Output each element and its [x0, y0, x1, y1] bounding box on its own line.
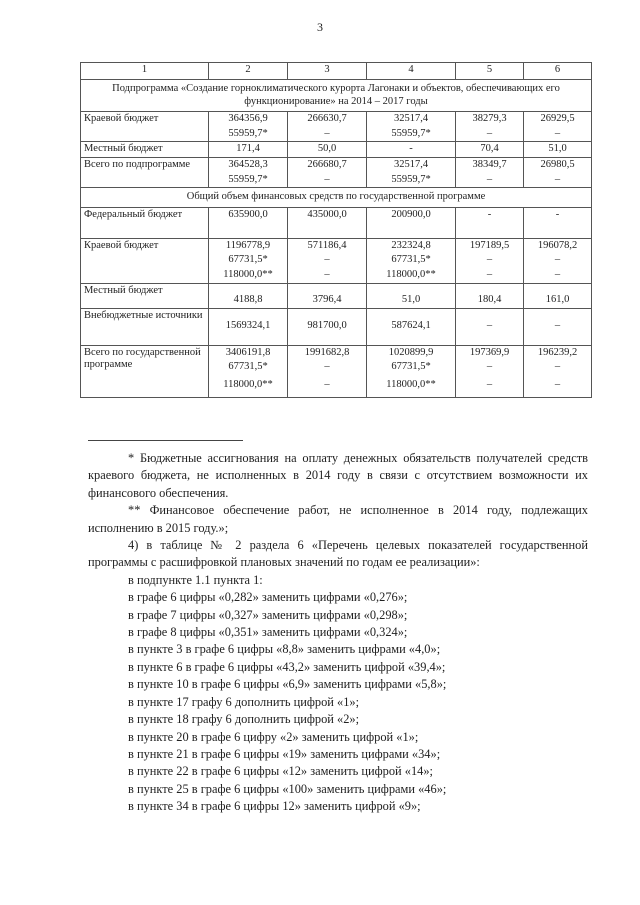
table-cell: 435000,0	[288, 207, 367, 238]
row-label: Краевой бюджет	[81, 238, 209, 283]
table-cell: –	[456, 375, 524, 398]
header-cell: 4	[367, 63, 456, 80]
list-item: в пункте 21 в графе 6 цифры «19» заменить цифрами «34»;	[128, 746, 441, 761]
table-cell: 571186,4	[288, 238, 367, 253]
table-cell: 197189,5	[456, 238, 524, 253]
table-cell: –	[456, 308, 524, 345]
amendment-intro: 4) в таблице № 2 раздела 6 «Перечень целевых показателей государственной программы с расшифровкой плановых значений по годам ее реализации»:	[88, 538, 588, 570]
list-item: в графе 7 цифры «0,327» заменить цифрами «0,298»;	[128, 607, 408, 622]
header-cell: 6	[524, 63, 592, 80]
table-cell: 118000,0**	[367, 375, 456, 398]
row-label: Всего по государственной программе	[81, 345, 209, 397]
table-cell: –	[456, 268, 524, 283]
table-cell: 38349,7	[456, 157, 524, 172]
total-title: Общий объем финансовых средств по государственной программе	[81, 188, 592, 208]
table-cell: 1020899,9	[367, 345, 456, 360]
row-label: Краевой бюджет	[81, 112, 209, 142]
table-cell: 32517,4	[367, 112, 456, 127]
table-cell: 118000,0**	[209, 268, 288, 283]
list-item: в пункте 22 в графе 6 цифры «12» заменить цифрой «14»;	[128, 764, 433, 779]
table-cell: –	[288, 127, 367, 142]
table-row	[81, 308, 592, 345]
table-cell: 51,0	[367, 283, 456, 308]
table-cell: 26929,5	[524, 112, 592, 127]
list-item: в пункте 10 в графе 6 цифры «6,9» заменить цифрами «5,8»;	[128, 677, 447, 692]
table-cell: –	[524, 308, 592, 345]
row-label: Местный бюджет	[81, 142, 209, 158]
table-cell: 364528,3	[209, 157, 288, 172]
list-item: в пункте 6 в графе 6 цифры «43,2» заменить цифрой «39,4»;	[128, 659, 446, 674]
table-cell: 50,0	[288, 142, 367, 158]
financing-table	[80, 62, 592, 398]
table-row	[81, 142, 592, 158]
table-cell: 1196778,9	[209, 238, 288, 253]
table-row	[81, 238, 592, 253]
table-cell: –	[524, 360, 592, 375]
footnote: * Бюджетные ассигнования на оплату денежных обязательств получателей средств краевого бюджета, не исполненных в 2014 году в связи с отсутствием возможности их финансового обеспечения.	[88, 451, 588, 500]
table-cell: 266630,7	[288, 112, 367, 127]
footnote-divider	[88, 440, 243, 441]
table-row	[81, 345, 592, 360]
table-cell: 118000,0**	[367, 268, 456, 283]
table-cell: 266680,7	[288, 157, 367, 172]
list-item: в графе 8 цифры «0,351» заменить цифрами «0,324»;	[128, 625, 408, 640]
total-title-row	[81, 188, 592, 208]
table-cell: –	[288, 253, 367, 268]
table-cell: 51,0	[524, 142, 592, 158]
table-cell: 197369,9	[456, 345, 524, 360]
table-cell: 67731,5*	[209, 360, 288, 375]
list-item: в пункте 25 в графе 6 цифры «100» заменить цифрами «46»;	[128, 781, 447, 796]
subprogram-title-row	[81, 80, 592, 112]
table-cell: –	[456, 173, 524, 188]
table-cell: –	[524, 253, 592, 268]
table-header-row	[81, 63, 592, 80]
table-cell: 55959,7*	[209, 127, 288, 142]
list-item: в подпункте 1.1 пункта 1:	[128, 572, 263, 587]
table-cell: 196239,2	[524, 345, 592, 360]
table-cell: –	[288, 375, 367, 398]
table-cell: -	[367, 142, 456, 158]
body-text	[88, 450, 588, 816]
header-cell: 2	[209, 63, 288, 80]
table-cell: 981700,0	[288, 308, 367, 345]
table-cell: 118000,0**	[209, 375, 288, 398]
table-cell: 171,4	[209, 142, 288, 158]
table-cell: 200900,0	[367, 207, 456, 238]
table-cell: 26980,5	[524, 157, 592, 172]
table-cell: 3406191,8	[209, 345, 288, 360]
table-cell: –	[288, 173, 367, 188]
table-cell: -	[524, 207, 592, 238]
table-cell: –	[524, 375, 592, 398]
table-cell: 70,4	[456, 142, 524, 158]
row-label: Федеральный бюджет	[81, 207, 209, 238]
table-row	[81, 283, 592, 308]
table-cell: -	[456, 207, 524, 238]
table-cell: –	[456, 127, 524, 142]
table-cell: 32517,4	[367, 157, 456, 172]
table-cell: 1991682,8	[288, 345, 367, 360]
list-item: в пункте 18 графу 6 дополнить цифрой «2»;	[128, 712, 360, 727]
list-item: в пункте 20 в графе 6 цифру «2» заменить цифрой «1»;	[128, 729, 419, 744]
table-cell: 232324,8	[367, 238, 456, 253]
table-cell: 4188,8	[209, 283, 288, 308]
table-cell: 587624,1	[367, 308, 456, 345]
subprogram-title: Подпрограмма «Создание горноклиматического курорта Лагонаки и объектов, обеспечивающих его функционирование» на 2014 – 2017 годы	[81, 80, 592, 112]
table-cell: 55959,7*	[367, 173, 456, 188]
table-cell: –	[524, 127, 592, 142]
table-cell: 55959,7*	[367, 127, 456, 142]
footnote: ** Финансовое обеспечение работ, не исполненное в 2014 году, подлежащих исполнению в 2015 году.»;	[88, 503, 588, 535]
table-cell: 3796,4	[288, 283, 367, 308]
table-cell: 635900,0	[209, 207, 288, 238]
table-cell: –	[288, 268, 367, 283]
list-item: в графе 6 цифры «0,282» заменить цифрами «0,276»;	[128, 590, 408, 605]
table-cell: –	[524, 173, 592, 188]
list-item: в пункте 17 графу 6 дополнить цифрой «1»;	[128, 694, 360, 709]
table-cell: –	[288, 360, 367, 375]
header-cell: 3	[288, 63, 367, 80]
table-row	[81, 112, 592, 127]
table-cell: 38279,3	[456, 112, 524, 127]
table-cell: 55959,7*	[209, 173, 288, 188]
list-item: в пункте 34 в графе 6 цифры 12» заменить цифрой «9»;	[128, 799, 421, 814]
table-cell: –	[524, 268, 592, 283]
table-cell: 364356,9	[209, 112, 288, 127]
table-cell: 1569324,1	[209, 308, 288, 345]
list-item: в пункте 3 в графе 6 цифры «8,8» заменить цифрами «4,0»;	[128, 642, 441, 657]
table-cell: –	[456, 360, 524, 375]
header-cell: 1	[81, 63, 209, 80]
page-number: 3	[317, 20, 323, 34]
table-cell: 67731,5*	[209, 253, 288, 268]
table-cell: 196078,2	[524, 238, 592, 253]
table-cell: 180,4	[456, 283, 524, 308]
table-row	[81, 157, 592, 172]
table-cell: 161,0	[524, 283, 592, 308]
row-label: Внебюджетные источники	[81, 308, 209, 345]
table-cell: 67731,5*	[367, 253, 456, 268]
table-cell: –	[456, 253, 524, 268]
table-row	[81, 207, 592, 238]
row-label: Всего по подпрограмме	[81, 157, 209, 187]
header-cell: 5	[456, 63, 524, 80]
row-label: Местный бюджет	[81, 283, 209, 308]
table-cell: 67731,5*	[367, 360, 456, 375]
